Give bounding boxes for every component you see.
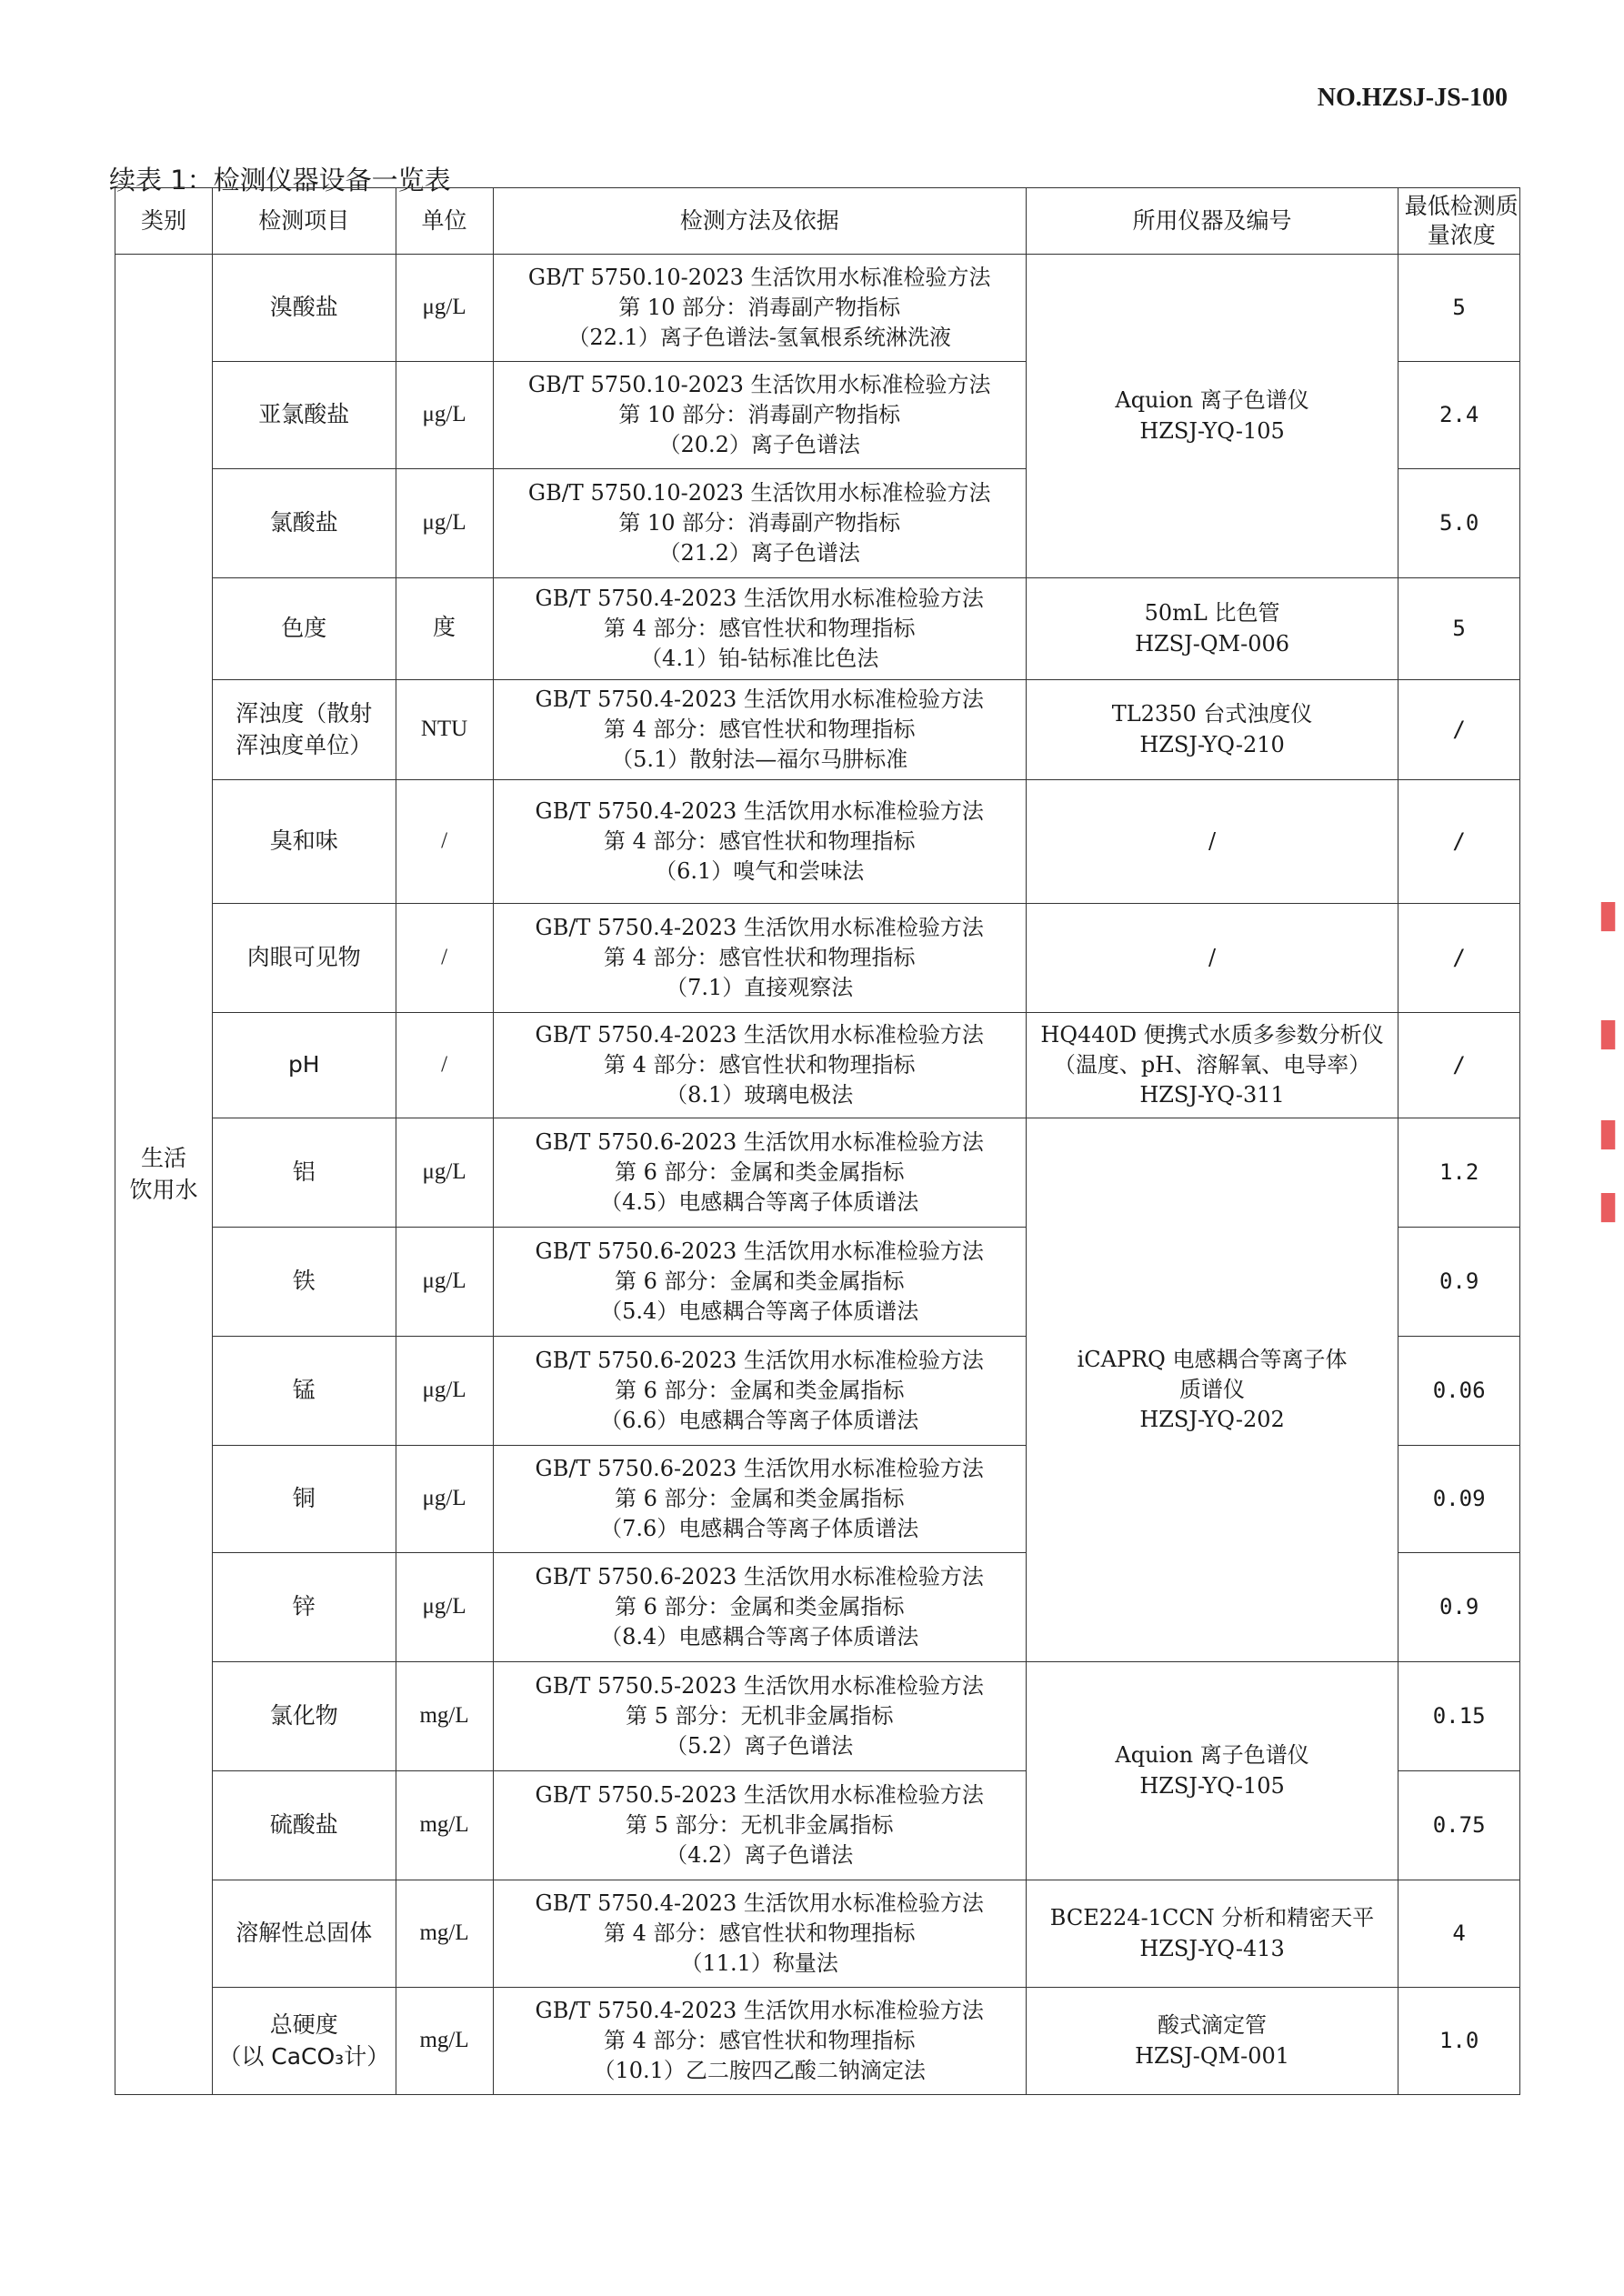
item-cell xyxy=(212,1446,396,1553)
table-row xyxy=(115,1662,1520,1771)
item-line: 氯化物 xyxy=(269,1702,338,1730)
instrument-line: / xyxy=(1208,944,1217,970)
method-line: （4.1）铂-钴标准比色法 xyxy=(640,646,879,672)
item-cell xyxy=(212,1228,396,1337)
category-cell xyxy=(115,255,213,2095)
unit-cell: / xyxy=(396,904,493,1013)
item-line: 浑浊度单位） xyxy=(236,731,373,758)
instrument-cell xyxy=(1026,578,1398,680)
unit-cell: μg/L xyxy=(396,1553,493,1662)
limit-cell: 5 xyxy=(1398,255,1520,362)
method-cell xyxy=(493,1013,1026,1118)
category-line: 饮用水 xyxy=(129,1176,198,1203)
unit-cell: μg/L xyxy=(396,1337,493,1446)
limit-cell: 1.0 xyxy=(1398,1988,1520,2095)
instrument-cell xyxy=(1026,1880,1398,1988)
method-line: 第 5 部分：无机非金属指标 xyxy=(625,1702,894,1729)
method-cell xyxy=(493,780,1026,904)
header-category: 类别 xyxy=(115,188,213,255)
item-line: 肉眼可见物 xyxy=(246,944,361,971)
method-cell xyxy=(493,578,1026,680)
method-cell xyxy=(493,1337,1026,1446)
limit-cell: 1.2 xyxy=(1398,1118,1520,1228)
unit-cell: μg/L xyxy=(396,1118,493,1228)
item-line: 亚氯酸盐 xyxy=(258,401,350,428)
method-line: GB/T 5750.4-2023 生活饮用水标准检验方法 xyxy=(535,1890,984,1916)
header-method: 检测方法及依据 xyxy=(493,188,1026,255)
method-line: GB/T 5750.6-2023 生活饮用水标准检验方法 xyxy=(535,1455,984,1481)
limit-cell: 0.15 xyxy=(1398,1662,1520,1771)
item-line: 溴酸盐 xyxy=(269,294,338,321)
method-line: GB/T 5750.4-2023 生活饮用水标准检验方法 xyxy=(535,585,984,611)
method-line: 第 4 部分：感官性状和物理指标 xyxy=(603,1051,916,1078)
method-line: 第 6 部分：金属和类金属指标 xyxy=(614,1377,905,1403)
unit-cell: mg/L xyxy=(396,1771,493,1880)
method-line: （5.2）离子色谱法 xyxy=(666,1733,854,1760)
item-line: （以 CaCO₃计） xyxy=(218,2042,390,2070)
table-row xyxy=(115,1880,1520,1988)
limit-cell: 4 xyxy=(1398,1880,1520,1988)
instrument-line: HZSJ-YQ-210 xyxy=(1139,731,1285,757)
instrument-line: （温度、pH、溶解氧、电导率） xyxy=(1053,1051,1371,1078)
method-cell xyxy=(493,1662,1026,1771)
method-cell xyxy=(493,255,1026,362)
item-line: 氯酸盐 xyxy=(269,509,338,536)
table-row xyxy=(115,255,1520,362)
limit-cell: 0.06 xyxy=(1398,1337,1520,1446)
method-line: 第 4 部分：感官性状和物理指标 xyxy=(603,716,916,742)
item-line: 溶解性总固体 xyxy=(236,1920,373,1947)
method-cell xyxy=(493,680,1026,780)
unit-cell: μg/L xyxy=(396,362,493,469)
method-line: 第 6 部分：金属和类金属指标 xyxy=(614,1268,905,1294)
item-line: 铜 xyxy=(292,1485,316,1512)
item-line: 锌 xyxy=(292,1593,316,1620)
method-line: 第 4 部分：感官性状和物理指标 xyxy=(603,2027,916,2053)
method-line: 第 6 部分：金属和类金属指标 xyxy=(614,1593,905,1619)
header-limit xyxy=(1398,188,1520,255)
method-line: GB/T 5750.4-2023 生活饮用水标准检验方法 xyxy=(535,1021,984,1048)
unit-cell: / xyxy=(396,780,493,904)
unit-cell: mg/L xyxy=(396,1988,493,2095)
instrument-line: HQ440D 便携式水质多参数分析仪 xyxy=(1040,1021,1384,1048)
limit-cell: 5 xyxy=(1398,578,1520,680)
table-row xyxy=(115,904,1520,1013)
method-line: （8.4）电感耦合等离子体质谱法 xyxy=(600,1624,919,1650)
method-line: GB/T 5750.10-2023 生活饮用水标准检验方法 xyxy=(527,264,991,290)
method-cell xyxy=(493,1771,1026,1880)
header-unit: 单位 xyxy=(396,188,493,255)
method-line: GB/T 5750.6-2023 生活饮用水标准检验方法 xyxy=(535,1347,984,1373)
item-cell xyxy=(212,1013,396,1118)
header-instrument: 所用仪器及编号 xyxy=(1026,188,1398,255)
item-cell xyxy=(212,362,396,469)
method-line: GB/T 5750.4-2023 生活饮用水标准检验方法 xyxy=(535,686,984,712)
instrument-cell xyxy=(1026,1118,1398,1662)
method-line: GB/T 5750.4-2023 生活饮用水标准检验方法 xyxy=(535,914,984,940)
method-line: GB/T 5750.10-2023 生活饮用水标准检验方法 xyxy=(527,479,991,506)
unit-cell: / xyxy=(396,1013,493,1118)
limit-cell: / xyxy=(1398,1013,1520,1118)
method-line: 第 10 部分：消毒副产物指标 xyxy=(618,294,901,320)
method-line: 第 5 部分：无机非金属指标 xyxy=(625,1811,894,1838)
item-line: 铝 xyxy=(292,1158,316,1186)
item-cell xyxy=(212,1337,396,1446)
limit-cell: 0.75 xyxy=(1398,1771,1520,1880)
instrument-cell xyxy=(1026,1662,1398,1880)
header-limit-text: 最低检测质量浓度 xyxy=(1404,192,1519,248)
item-cell xyxy=(212,904,396,1013)
item-cell xyxy=(212,578,396,680)
method-line: （22.1）离子色谱法-氢氧根系统淋洗液 xyxy=(567,325,951,351)
method-line: 第 10 部分：消毒副产物指标 xyxy=(618,509,901,536)
method-cell xyxy=(493,1880,1026,1988)
unit-cell: μg/L xyxy=(396,1446,493,1553)
method-line: （4.2）离子色谱法 xyxy=(666,1842,854,1869)
instrument-line: HZSJ-YQ-413 xyxy=(1139,1935,1285,1961)
instrument-line: iCAPRQ 电感耦合等离子体 xyxy=(1077,1346,1348,1372)
method-line: （21.2）离子色谱法 xyxy=(658,540,860,566)
method-line: 第 6 部分：金属和类金属指标 xyxy=(614,1485,905,1511)
method-line: （4.5）电感耦合等离子体质谱法 xyxy=(600,1189,919,1216)
method-line: 第 10 部分：消毒副产物指标 xyxy=(618,401,901,427)
instrument-line: 质谱仪 xyxy=(1179,1376,1246,1402)
method-line: GB/T 5750.4-2023 生活饮用水标准检验方法 xyxy=(535,797,984,824)
limit-cell: 0.09 xyxy=(1398,1446,1520,1553)
instrument-line: HZSJ-YQ-311 xyxy=(1139,1082,1285,1108)
instrument-line: Aquion 离子色谱仪 xyxy=(1115,387,1309,414)
method-line: （11.1）称量法 xyxy=(680,1950,838,1977)
instrument-line: TL2350 台式浊度仪 xyxy=(1111,701,1313,727)
instrument-cell xyxy=(1026,780,1398,904)
method-line: （8.1）玻璃电极法 xyxy=(666,1082,854,1108)
method-line: 第 4 部分：感官性状和物理指标 xyxy=(603,615,916,641)
table-header-row xyxy=(115,188,1520,255)
method-cell xyxy=(493,469,1026,578)
instrument-cell xyxy=(1026,680,1398,780)
method-line: GB/T 5750.6-2023 生活饮用水标准检验方法 xyxy=(535,1563,984,1589)
unit-cell: mg/L xyxy=(396,1662,493,1771)
instrument-cell xyxy=(1026,904,1398,1013)
item-cell xyxy=(212,1662,396,1771)
method-cell xyxy=(493,1118,1026,1228)
unit-cell: NTU xyxy=(396,680,493,780)
unit-cell: mg/L xyxy=(396,1880,493,1988)
unit-cell: 度 xyxy=(396,578,493,680)
method-line: （6.6）电感耦合等离子体质谱法 xyxy=(600,1408,919,1434)
table-row xyxy=(115,1118,1520,1228)
unit-cell: μg/L xyxy=(396,1228,493,1337)
instrument-line: HZSJ-YQ-202 xyxy=(1139,1407,1285,1433)
table-row xyxy=(115,578,1520,680)
method-line: （7.1）直接观察法 xyxy=(666,975,854,1001)
instrument-line: HZSJ-YQ-105 xyxy=(1139,417,1285,444)
method-cell xyxy=(493,362,1026,469)
method-line: （5.1）散射法—福尔马肼标准 xyxy=(611,747,908,773)
method-line: GB/T 5750.5-2023 生活饮用水标准检验方法 xyxy=(535,1781,984,1808)
instrument-cell xyxy=(1026,1988,1398,2095)
item-cell xyxy=(212,1880,396,1988)
limit-cell: / xyxy=(1398,680,1520,780)
instrument-line: HZSJ-YQ-105 xyxy=(1139,1772,1285,1799)
item-cell xyxy=(212,1988,396,2095)
instrument-line: HZSJ-QM-006 xyxy=(1135,630,1290,657)
item-cell xyxy=(212,1771,396,1880)
item-line: 臭和味 xyxy=(269,827,338,855)
method-line: （10.1）乙二胺四乙酸二钠滴定法 xyxy=(593,2058,926,2084)
method-line: GB/T 5750.6-2023 生活饮用水标准检验方法 xyxy=(535,1128,984,1155)
method-line: （5.4）电感耦合等离子体质谱法 xyxy=(600,1298,919,1325)
header-item: 检测项目 xyxy=(212,188,396,255)
table-row xyxy=(115,680,1520,780)
instrument-cell xyxy=(1026,255,1398,578)
method-line: 第 4 部分：感官性状和物理指标 xyxy=(603,827,916,854)
instrument-table xyxy=(115,187,1520,2095)
category-line: 生活 xyxy=(140,1145,186,1171)
method-cell xyxy=(493,1446,1026,1553)
item-cell xyxy=(212,469,396,578)
limit-cell: / xyxy=(1398,904,1520,1013)
limit-cell: 5.0 xyxy=(1398,469,1520,578)
limit-cell: / xyxy=(1398,780,1520,904)
method-line: 第 6 部分：金属和类金属指标 xyxy=(614,1158,905,1185)
item-cell xyxy=(212,1553,396,1662)
method-line: （6.1）嗅气和尝味法 xyxy=(655,858,865,885)
item-line: 硫酸盐 xyxy=(269,1811,338,1839)
limit-cell: 0.9 xyxy=(1398,1228,1520,1337)
item-line: 色度 xyxy=(281,615,327,642)
item-line: 锰 xyxy=(292,1377,316,1404)
item-cell xyxy=(212,255,396,362)
unit-cell: μg/L xyxy=(396,255,493,362)
method-line: GB/T 5750.4-2023 生活饮用水标准检验方法 xyxy=(535,1997,984,2023)
item-line: 铁 xyxy=(292,1268,316,1295)
table-caption: 续表 1：检测仪器设备一览表 xyxy=(109,165,451,196)
method-cell xyxy=(493,1553,1026,1662)
item-line: 浑浊度（散射 xyxy=(236,700,373,727)
table-row xyxy=(115,1013,1520,1118)
instrument-line: 50mL 比色管 xyxy=(1144,600,1280,627)
instrument-line: / xyxy=(1208,827,1217,854)
limit-cell: 2.4 xyxy=(1398,362,1520,469)
method-line: （20.2）离子色谱法 xyxy=(658,432,860,458)
instrument-line: 酸式滴定管 xyxy=(1158,2012,1268,2039)
item-cell xyxy=(212,680,396,780)
limit-cell: 0.9 xyxy=(1398,1553,1520,1662)
method-line: （7.6）电感耦合等离子体质谱法 xyxy=(600,1516,919,1542)
item-cell xyxy=(212,780,396,904)
method-cell xyxy=(493,904,1026,1013)
method-line: GB/T 5750.10-2023 生活饮用水标准检验方法 xyxy=(527,371,991,397)
instrument-line: Aquion 离子色谱仪 xyxy=(1115,1742,1309,1769)
method-cell xyxy=(493,1228,1026,1337)
method-line: 第 4 部分：感官性状和物理指标 xyxy=(603,944,916,970)
method-line: GB/T 5750.5-2023 生活饮用水标准检验方法 xyxy=(535,1672,984,1699)
table-row xyxy=(115,780,1520,904)
method-line: 第 4 部分：感官性状和物理指标 xyxy=(603,1920,916,1946)
item-line: pH xyxy=(287,1051,320,1078)
item-cell xyxy=(212,1118,396,1228)
method-cell xyxy=(493,1988,1026,2095)
instrument-line: HZSJ-QM-001 xyxy=(1135,2042,1290,2069)
instrument-cell xyxy=(1026,1013,1398,1118)
method-line: GB/T 5750.6-2023 生活饮用水标准检验方法 xyxy=(535,1238,984,1264)
table-row xyxy=(115,1988,1520,2095)
document-number: NO.HZSJ-JS-100 xyxy=(1317,84,1508,112)
instrument-line: BCE224-1CCN 分析和精密天平 xyxy=(1049,1905,1375,1931)
unit-cell: μg/L xyxy=(396,469,493,578)
item-line: 总硬度 xyxy=(269,2011,338,2038)
red-stamp-edge: ▮ ▮ ▮ ▮ xyxy=(1597,891,1619,1227)
